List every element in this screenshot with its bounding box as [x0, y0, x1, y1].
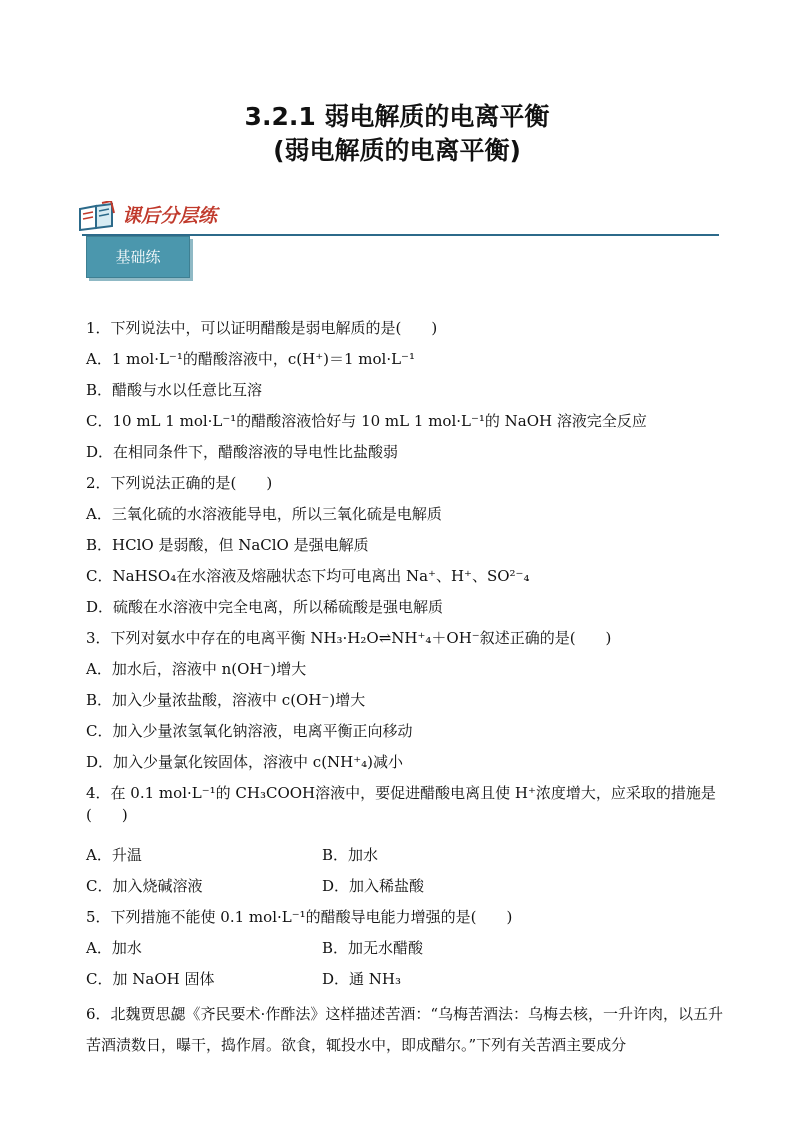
question-1-option-b: B．醋酸与水以任意比互溶 [86, 381, 263, 399]
question-4-option-c: C．加入烧碱溶液 [86, 877, 203, 895]
question-1-stem: 1．下列说法中，可以证明醋酸是弱电解质的是( ) [86, 319, 438, 337]
page-subtitle: (弱电解质的电离平衡) [273, 136, 521, 165]
section-label: 课后分层练 [122, 205, 218, 227]
question-6-stem: 6．北魏贾思勰《齐民要术·作酢法》这样描述苦酒：“乌梅苦酒法：乌梅去核，一升许肉，以五升苦酒渍数日，曝干，捣作屑。欲食，辄投水中，即成醋尔。”下列有关苦酒主要成分 [86, 1005, 723, 1054]
question-5-stem: 5．下列措施不能使 0.1 mol·L⁻¹的醋酸导电能力增强的是( ) [86, 908, 513, 926]
question-1-option-a: A．1 mol·L⁻¹的醋酸溶液中，c(H⁺)＝1 mol·L⁻¹ [86, 350, 415, 368]
page-title: 3.2.1 弱电解质的电离平衡 [244, 102, 550, 131]
question-5-option-b: B．加无水醋酸 [322, 939, 424, 957]
book-icon [78, 201, 116, 231]
question-3-option-b: B．加入少量浓盐酸，溶液中 c(OH⁻)增大 [86, 691, 366, 709]
question-4-stem: 4．在 0.1 mol·L⁻¹的 CH₃COOH溶液中，要促进醋酸电离且使 H⁺浓度增大，应采取的措施是( ) [86, 784, 716, 824]
question-3-stem: 3．下列对氨水中存在的电离平衡 NH₃·H₂O⇌NH⁺₄＋OH⁻叙述正确的是( ) [86, 629, 612, 647]
question-3-option-a: A．加水后，溶液中 n(OH⁻)增大 [86, 660, 307, 678]
question-1-option-c: C．10 mL 1 mol·L⁻¹的醋酸溶液恰好与 10 mL 1 mol·L⁻¹的 NaOH 溶液完全反应 [86, 412, 647, 430]
question-2-option-d: D．硫酸在水溶液中完全电离，所以稀硫酸是强电解质 [86, 598, 444, 616]
question-2-option-b: B．HClO 是弱酸，但 NaClO 是强电解质 [86, 536, 369, 554]
question-4-option-b: B．加水 [322, 846, 379, 864]
question-5-option-d: D．通 NH₃ [322, 970, 402, 988]
question-5-option-a: A．加水 [86, 939, 142, 957]
question-1-option-d: D．在相同条件下，醋酸溶液的导电性比盐酸弱 [86, 443, 399, 461]
question-2-stem: 2．下列说法正确的是( ) [86, 474, 273, 492]
question-3-option-d: D．加入少量氯化铵固体，溶液中 c(NH⁺₄)减小 [86, 753, 404, 771]
question-3-option-c: C．加入少量浓氢氧化钠溶液，电离平衡正向移动 [86, 722, 413, 740]
question-2-option-c: C．NaHSO₄在水溶液及熔融状态下均可电离出 Na⁺、H⁺、SO²⁻₄ [86, 567, 530, 585]
question-2-option-a: A．三氧化硫的水溶液能导电，所以三氧化硫是电解质 [86, 505, 442, 523]
question-5-option-c: C．加 NaOH 固体 [86, 970, 215, 988]
question-4-option-d: D．加入稀盐酸 [322, 877, 425, 895]
tab-basic-practice: 基础练 [86, 236, 190, 278]
question-4-option-a: A．升温 [86, 846, 142, 864]
